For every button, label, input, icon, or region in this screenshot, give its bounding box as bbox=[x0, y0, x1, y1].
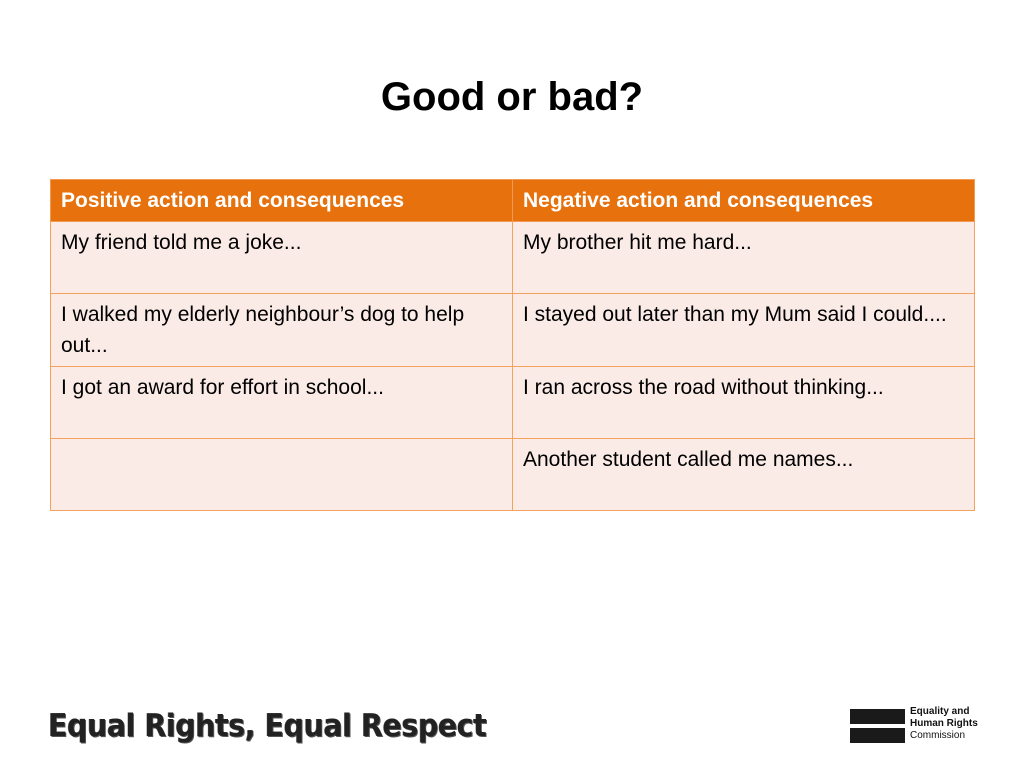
slide-title: Good or bad? bbox=[380, 75, 644, 119]
table-cell: I walked my elderly neighbour’s dog to help out... bbox=[51, 294, 513, 367]
table-cell bbox=[51, 439, 513, 511]
table-row bbox=[51, 439, 975, 511]
logo-bar-top bbox=[850, 709, 905, 724]
column-header-negative: Negative action and consequences bbox=[513, 180, 975, 222]
commission-line-2: Human Rights bbox=[910, 718, 978, 729]
logo-bar-bottom bbox=[850, 728, 905, 743]
table-row bbox=[51, 222, 975, 294]
table-cell: My friend told me a joke... bbox=[51, 222, 513, 294]
table-cell: Another student called me names... bbox=[513, 439, 975, 511]
table-cell: I stayed out later than my Mum said I could.... bbox=[513, 294, 975, 367]
table-cell: I ran across the road without thinking... bbox=[513, 367, 975, 439]
table-row bbox=[51, 367, 975, 439]
commission-logo bbox=[850, 706, 1000, 746]
commission-line-3: Commission bbox=[910, 730, 966, 741]
actions-table bbox=[50, 179, 975, 511]
commission-logo-text bbox=[910, 706, 978, 742]
table-cell: I got an award for effort in school... bbox=[51, 367, 513, 439]
commission-logo-icon bbox=[850, 709, 905, 743]
campaign-logo: Equal Rights, Equal Respect bbox=[48, 708, 487, 744]
table-cell: My brother hit me hard... bbox=[513, 222, 975, 294]
commission-line-1: Equality and bbox=[910, 706, 970, 717]
column-header-positive: Positive action and consequences bbox=[51, 180, 513, 222]
table-header-row bbox=[51, 180, 975, 222]
table-row bbox=[51, 294, 975, 367]
